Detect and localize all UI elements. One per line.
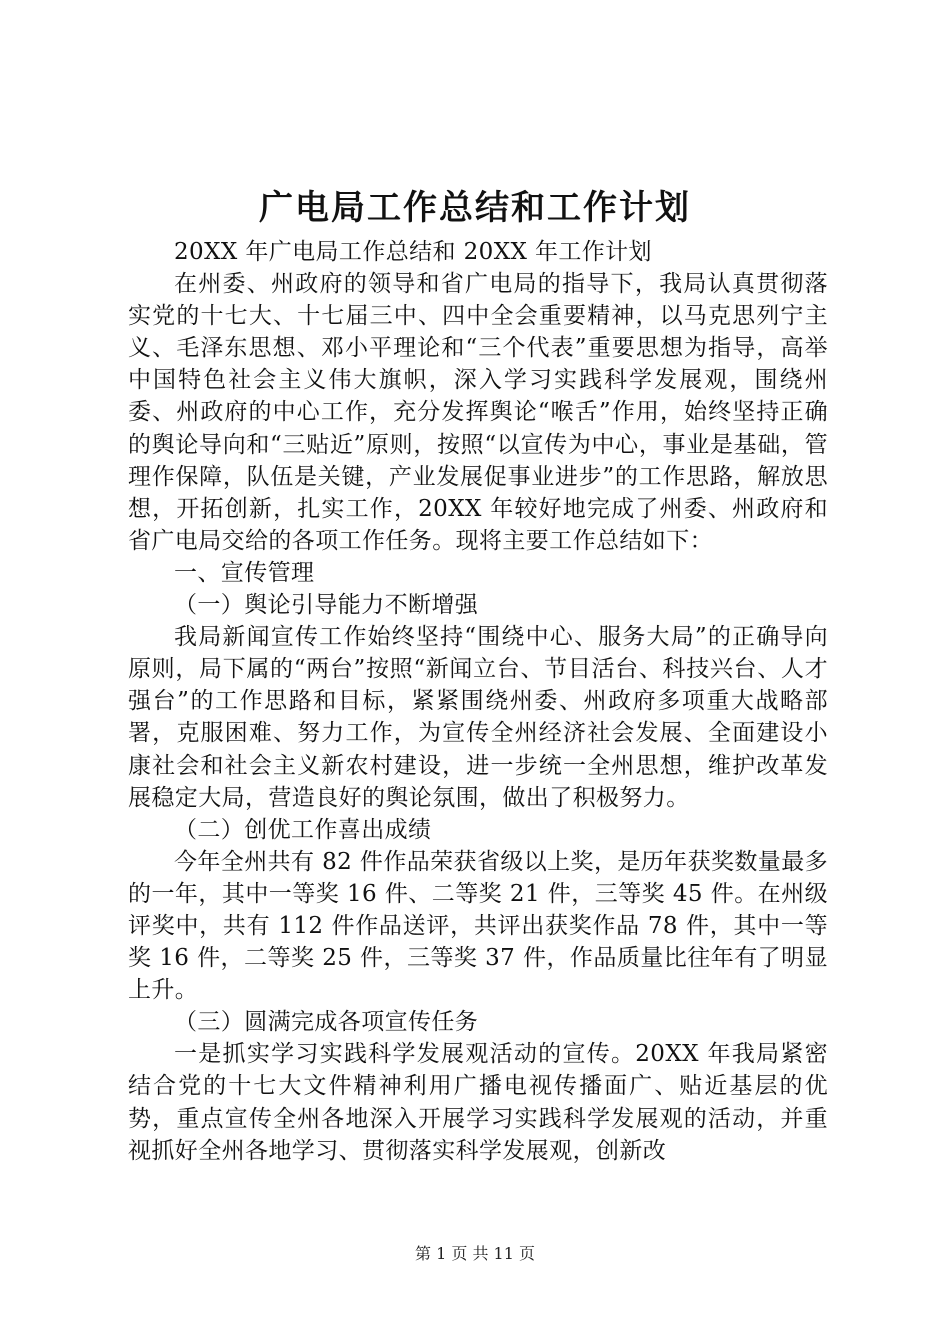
document-body [128,236,828,1167]
document-title: 广电局工作总结和工作计划 [259,188,691,228]
document-subtitle: 20XX 年广电局工作总结和 20XX 年工作计划 [174,239,652,265]
paragraph-awards: 今年全州共有 82 件作品荣获省级以上奖，是历年获奖数量最多的一年，其中一等奖 16 件、二等奖 21 件，三等奖 45 件。在州级评奖中，共有 112 件作品送评，共评出获奖作品 78 件，其中一等奖 16 件，二等奖 25 件，三等奖 37 件，作品质量比往年有了明显上升。 [128,848,828,1004]
paragraph-opinion-guidance: 我局新闻宣传工作始终坚持“围绕中心、服务大局”的正确导向原则，局下属的“两台”按照“新闻立台、节目活台、科技兴台、人才强台”的工作思路和目标，紧紧围绕州委、州政府多项重大战略部署，克服困难、努力工作，为宣传全州经济社会发展、全面建设小康社会和社会主义新农村建设，进一步统一全州思想，维护改革发展稳定大局，营造良好的舆论氛围，做出了积极努力。 [128,624,828,811]
section-heading-publicity-management: 一、宣传管理 [174,559,315,586]
page-number-footer: 第 1 页 共 11 页 [415,1244,535,1263]
subsection-heading-awards: （二）创优工作喜出成绩 [174,816,432,843]
paragraph-intro: 在州委、州政府的领导和省广电局的指导下，我局认真贯彻落实党的十七大、十七届三中、四中全会重要精神，以马克思列宁主义、毛泽东思想、邓小平理论和“三个代表”重要思想为指导，高举中国特色社会主义伟大旗帜，深入学习实践科学发展观，围绕州委、州政府的中心工作，充分发挥舆论“喉舌”作用，始终坚持正确的舆论导向和“三贴近”原则，按照“以宣传为中心，事业是基础，管理作保障，队伍是关键，产业发展促事业进步”的工作思路，解放思想，开拓创新，扎实工作，20XX 年较好地完成了州委、州政府和省广电局交给的各项工作任务。现将主要工作总结如下： [128,271,828,554]
subsection-heading-publicity-tasks: （三）圆满完成各项宣传任务 [174,1009,479,1036]
paragraph-publicity-tasks: 一是抓实学习实践科学发展观活动的宣传。20XX 年我局紧密结合党的十七大文件精神利用广播电视传播面广、贴近基层的优势，重点宣传全州各地深入开展学习实践科学发展观的活动，并重视抓好全州各地学习、贯彻落实科学发展观，创新改 [128,1041,828,1164]
subsection-heading-opinion-guidance: （一）舆论引导能力不断增强 [174,592,479,619]
